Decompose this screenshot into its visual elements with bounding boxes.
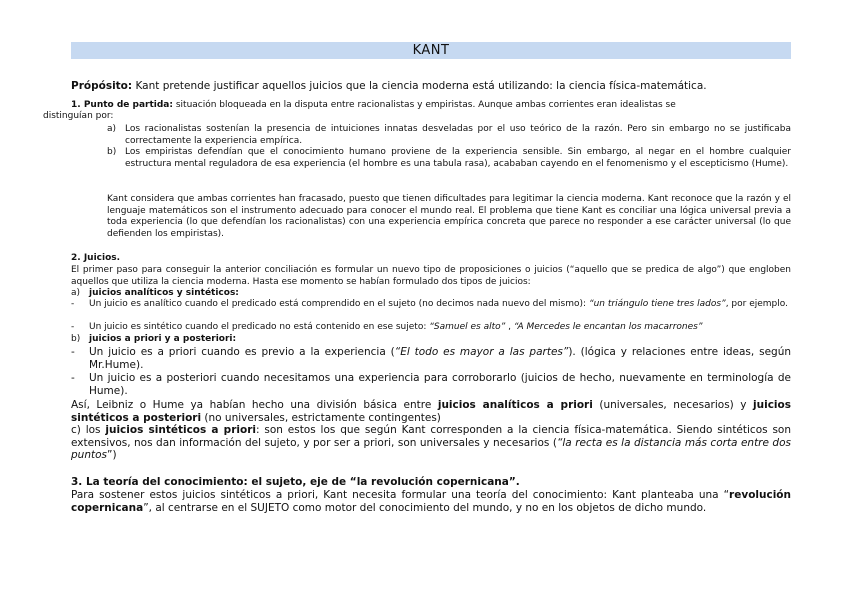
document-title: KANT xyxy=(71,42,791,59)
section-2-intro: El primer paso para conseguir la anterior conciliación es formular un nuevo tipo de proposiciones o juicios (“aquello que se predica de algo”) que engloben aquellos que utiliza la ciencia moderna. Hasta ese momento se habían formulado dos tipos de juicios: xyxy=(71,265,791,287)
section-3-heading xyxy=(71,476,791,489)
dash-marker: - xyxy=(71,346,75,358)
section-1-item-a xyxy=(107,124,791,147)
asi-bold-2: juicios sintéticos a posteriori xyxy=(71,399,791,424)
sintetico-separator: , xyxy=(505,322,514,332)
section-3-text-2: ”, al centrarse en el SUJETO como motor del conocimiento del mundo, y no en los objetos de dicho mundo. xyxy=(143,501,707,514)
a-priori-item xyxy=(71,346,791,371)
section-1-heading: 1. Punto de partida: xyxy=(71,100,173,110)
analitico-example: “un triángulo tiene tres lados” xyxy=(588,299,726,309)
asi-bold-1: juicios analíticos a priori xyxy=(437,399,593,411)
section-3-bold: revolución copernicana xyxy=(71,489,791,514)
a-priori-definition: Un juicio es a priori cuando es previo a la experiencia ( xyxy=(89,346,395,358)
sintetico-text xyxy=(89,322,791,334)
analitico-item xyxy=(71,299,791,311)
asi-paragraph xyxy=(71,399,791,424)
section-3-text-1: Para sostener estos juicios sintéticos a priori, Kant necesita formular una teoría del conocimiento: Kant planteaba una “ xyxy=(71,489,730,501)
sintetico-definition: Un juicio es sintético cuando el predicado no está contenido en ese sujeto: xyxy=(89,322,430,332)
item-a-marker: a) xyxy=(107,124,117,134)
item-a-label: juicios analíticos y sintéticos: xyxy=(89,288,239,298)
item-a-marker: a) xyxy=(71,288,81,298)
asi-text-1: Así, Leibniz o Hume ya habían hecho una división básica entre xyxy=(71,399,438,411)
item-b-text: Los empiristas defendían que el conocimiento humano proviene de la experiencia sensible. Sin embargo, al negar en el hombre cualquier estructura mental reguladora de esa experiencia (el hombre es una tabula rasa), acababan cayendo en el fenomenismo y el escepticismo (Hume). xyxy=(125,147,791,169)
proposito-label: Própósito: xyxy=(71,80,133,92)
section-3-paragraph xyxy=(71,489,791,514)
c-bold: juicios sintéticos a priori xyxy=(105,424,256,436)
item-a-text: Los racionalistas sostenían la presencia de intuiciones innatas desveladas por el uso teórico de la razón. Pero sin embargo no se justificaba correctamente la experiencia empírica. xyxy=(125,124,791,146)
c-text-1: c) los xyxy=(71,424,106,436)
dash-marker: - xyxy=(71,322,75,332)
proposito-paragraph xyxy=(71,80,791,93)
section-2-heading-text: 2. Juicios. xyxy=(71,253,121,263)
dash-marker: - xyxy=(71,372,75,384)
item-b-marker: b) xyxy=(107,147,117,157)
section-1-intro xyxy=(71,100,791,112)
c-end: ”) xyxy=(107,449,117,461)
section-1-intro-text: situación bloqueada en la disputa entre racionalistas y empiristas. Aunque ambas corrientes eran idealistas se xyxy=(172,100,676,110)
section-2-heading xyxy=(71,253,371,265)
analitico-text xyxy=(89,299,791,311)
sintetico-example-1: “Samuel es alto” xyxy=(429,322,506,332)
section-1-intro-continued: distinguían por: xyxy=(43,111,114,121)
asi-text-2: (universales, necesarios) y xyxy=(592,399,754,411)
section-3-heading-text: 3. La teoría del conocimiento: el sujeto, eje de “la revolución copernicana”. xyxy=(71,476,520,488)
section-1-item-b xyxy=(107,147,791,170)
a-priori-text xyxy=(89,346,791,371)
item-b-marker: b) xyxy=(71,334,81,344)
analitico-end: , por ejemplo. xyxy=(725,299,788,309)
section-2-item-a xyxy=(71,288,791,300)
asi-text-3: (no universales, estrictamente contingentes) xyxy=(201,411,441,424)
c-example: “la recta es la distancia más corta entre dos puntos xyxy=(71,436,791,461)
sintetico-item xyxy=(71,322,791,334)
c-text-2: : son estos los que según Kant corresponden a la ciencia física-matemática. Siendo sintéticos son extensivos, nos dan información del sujeto, y por ser a priori, son universales y necesarios ( xyxy=(71,424,791,449)
item-b-label: juicios a priori y a posteriori: xyxy=(89,334,237,344)
a-posteriori-text: Un juicio es a posteriori cuando necesitamos una experiencia para corroborarlo (juicios de hecho, nuevamente en terminología de Hume). xyxy=(89,372,791,397)
c-paragraph xyxy=(71,424,791,462)
section-1-paragraph: Kant considera que ambas corrientes han fracasado, puesto que tienen dificultades para legitimar la ciencia moderna. Kant reconoce que la razón y el lenguaje matemáticos son el instrumento adecuado para conocer el mundo real. El problema que tiene Kant es conciliar una lógica universal previa a toda experiencia (lo que defendían los racionalistas) con una experiencia empírica concreta que parece no responder a ese carácter universal (lo que defienden los empiristas). xyxy=(107,194,791,239)
sintetico-example-2: “A Mercedes le encantan los macarrones” xyxy=(513,322,703,332)
proposito-text: Kant pretende justificar aquellos juicios que la ciencia moderna está utilizando: la ciencia física-matemática. xyxy=(132,80,707,92)
a-posteriori-item xyxy=(71,372,791,397)
section-2-item-b xyxy=(71,334,791,346)
a-priori-end: ). (lógica y relaciones entre ideas, según Mr.Hume). xyxy=(89,346,792,371)
dash-marker: - xyxy=(71,299,75,309)
a-priori-example: “El todo es mayor a las partes” xyxy=(394,346,569,358)
analitico-definition: Un juicio es analítico cuando el predicado está comprendido en el sujeto (no decimos nada nuevo del mismo): xyxy=(89,299,589,309)
